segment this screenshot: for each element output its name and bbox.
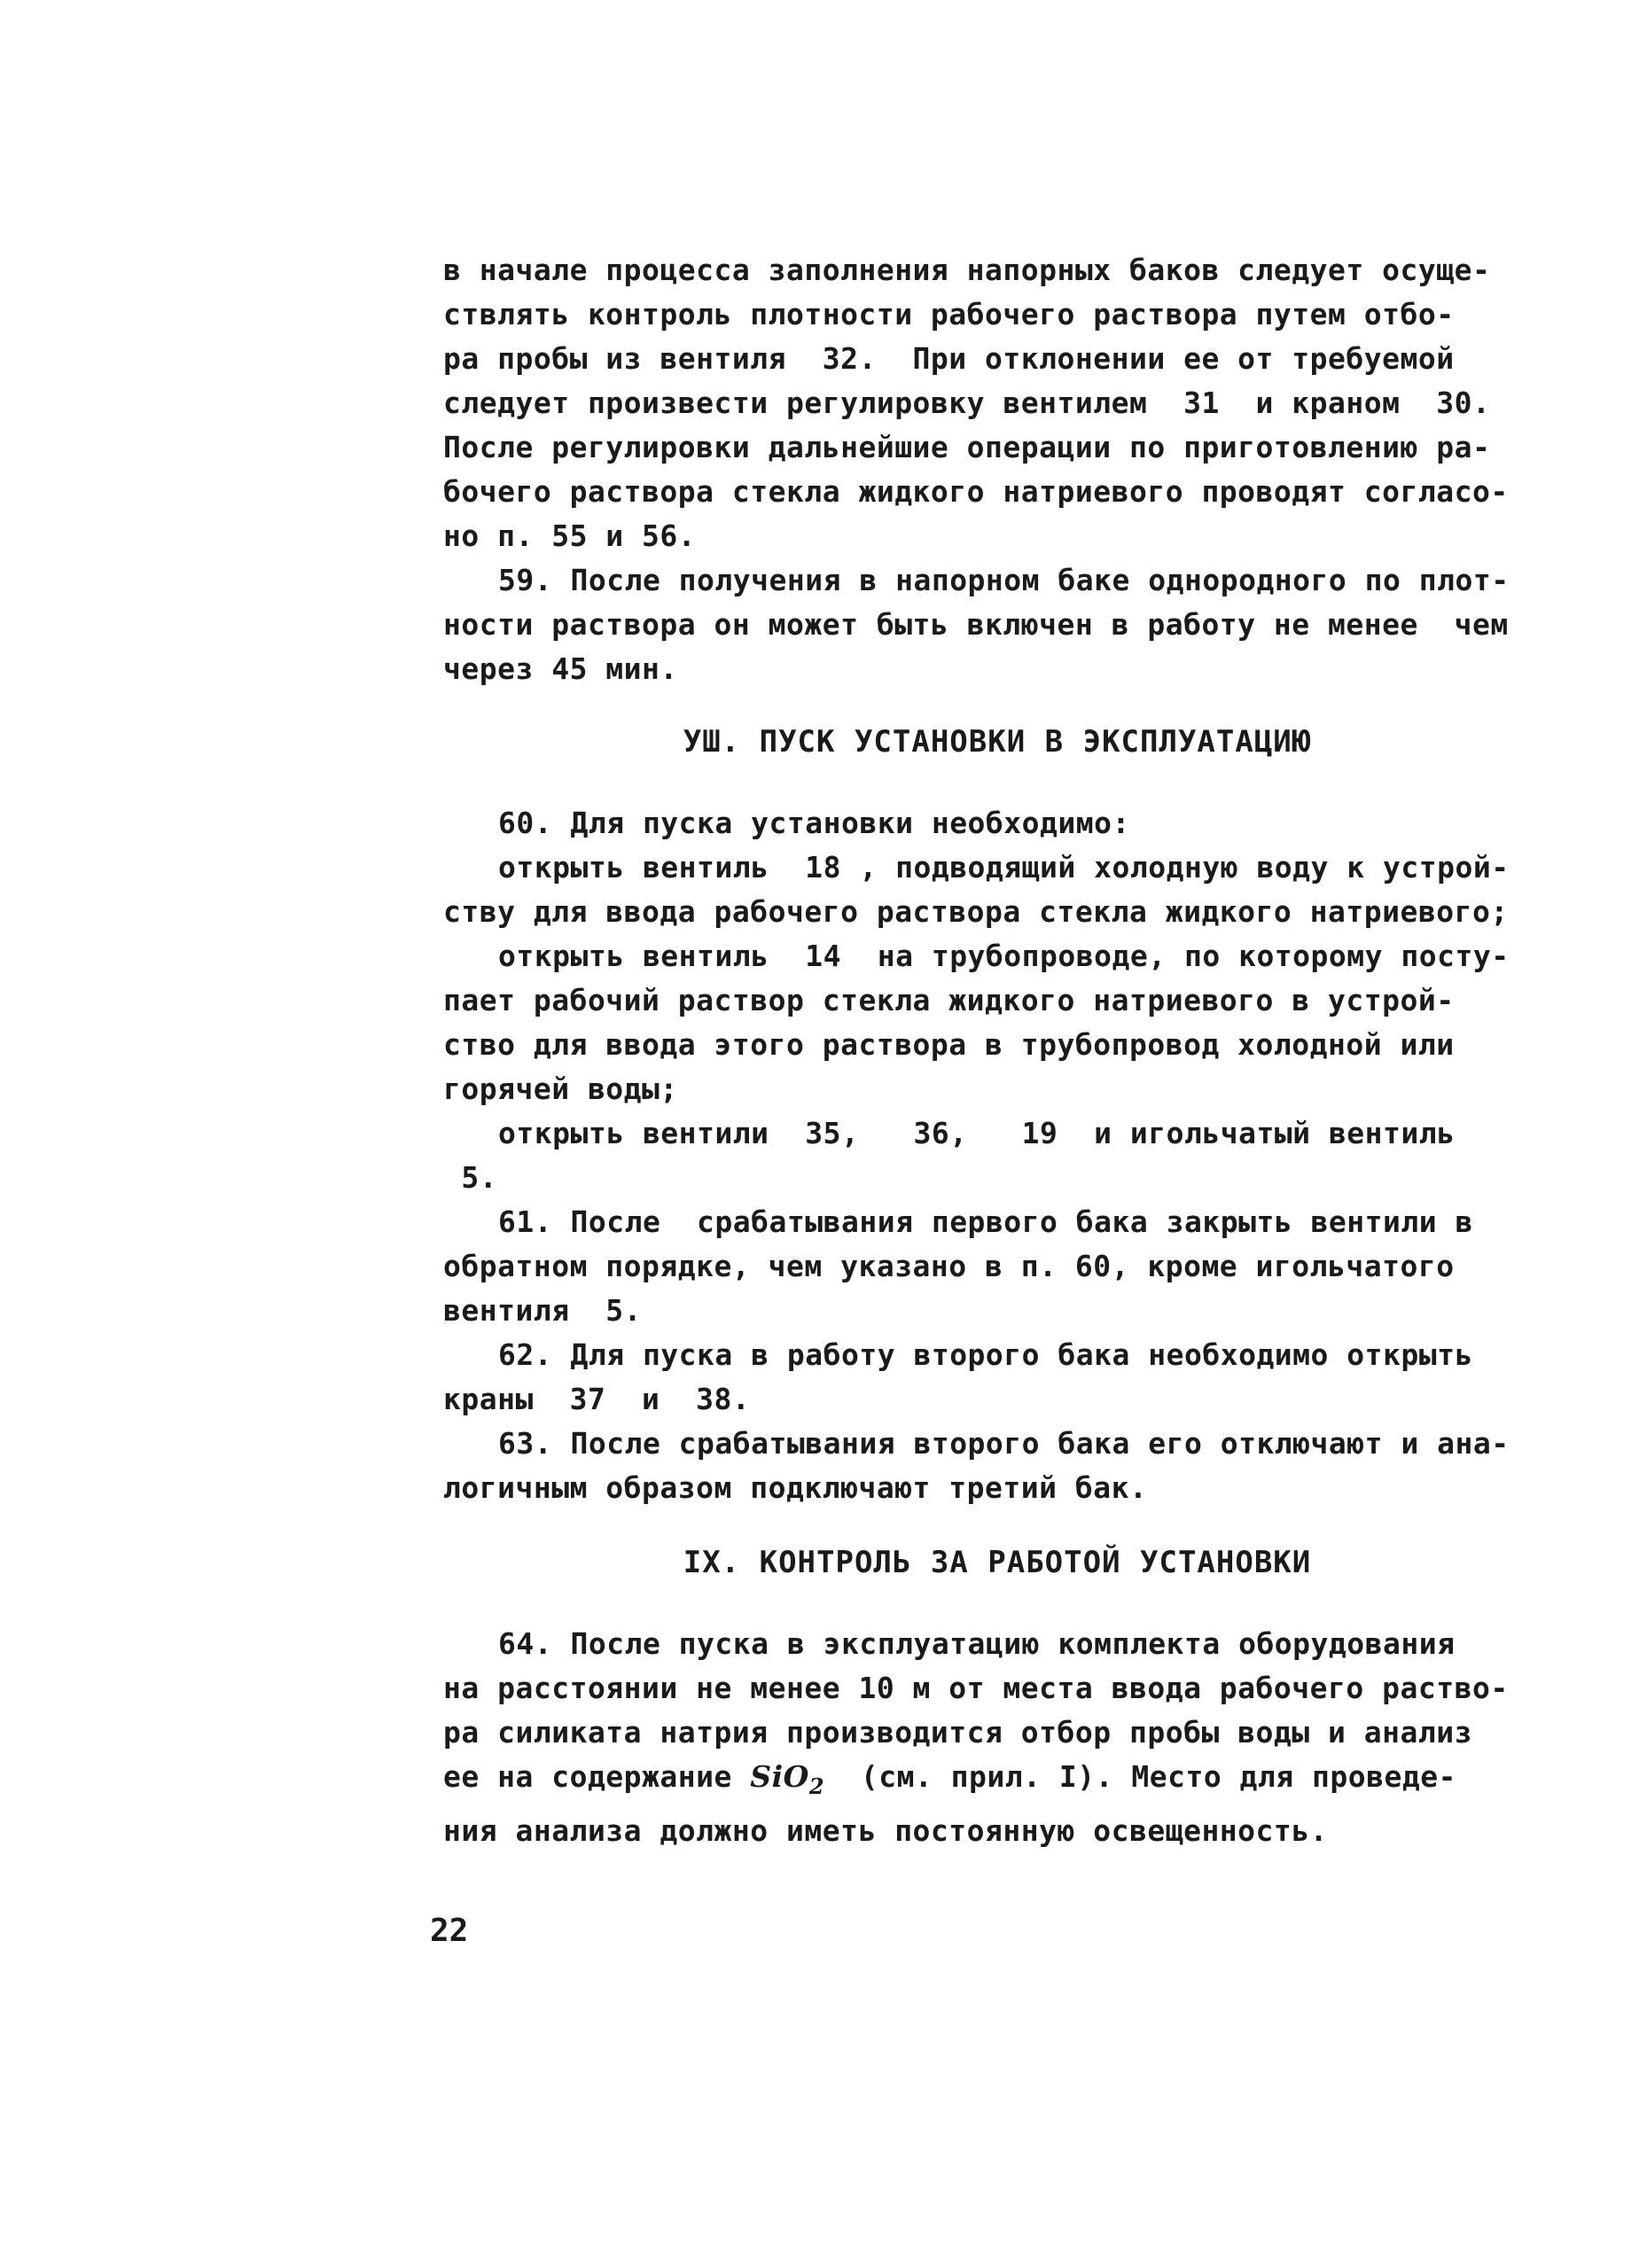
text-line: горячей воды;: [443, 1072, 678, 1106]
text-line: 62. Для пуска в работу второго бака необходимо открыть: [498, 1337, 1473, 1372]
text-line-with-formula: [443, 1755, 1551, 1809]
text-line: открыть вентили 35, 36, 19 и игольчатый вентиль: [498, 1116, 1456, 1150]
text-line: ра пробы из вентиля 32. При отклонении ее от требуемой: [443, 341, 1455, 376]
text-fragment: (см. прил. I). Место для проведе-: [824, 1759, 1456, 1794]
paragraph-continuation: [443, 248, 1551, 558]
text-line: 64. После пуска в эксплуатацию комплекта оборудования: [498, 1626, 1456, 1661]
paragraph-60: [443, 801, 1551, 1200]
text-line: через 45 мин.: [443, 651, 678, 686]
document-page: [443, 248, 1551, 1853]
text-line: ности раствора он может быть включен в работу не менее чем: [443, 607, 1509, 642]
text-line: После регулировки дальнейшие операции по приготовлению ра-: [443, 430, 1491, 464]
text-line: логичным образом подключают третий бак.: [443, 1470, 1148, 1505]
text-line: ствлять контроль плотности рабочего раствора путем отбо-: [443, 297, 1455, 331]
text-line: 60. Для пуска установки необходимо:: [498, 806, 1130, 840]
text-line: ству для ввода рабочего раствора стекла жидкого натриевого;: [443, 894, 1509, 929]
text-line: ство для ввода этого раствора в трубопровод холодной или: [443, 1027, 1455, 1062]
paragraph-64: [443, 1622, 1551, 1853]
paragraph-62: [443, 1333, 1551, 1422]
text-line: в начале процесса заполнения напорных баков следует осуще-: [443, 253, 1491, 287]
formula-main: SiO: [750, 1759, 809, 1794]
text-line: но п. 55 и 56.: [443, 518, 697, 553]
paragraph-63: [443, 1422, 1551, 1510]
text-line: обратном порядке, чем указано в п. 60, кроме игольчатого: [443, 1249, 1455, 1283]
text-line: бочего раствора стекла жидкого натриевого проводят согласо-: [443, 474, 1509, 509]
text-line: ния анализа должно иметь постоянную освещенность.: [443, 1813, 1329, 1848]
text-line: 61. После срабатывания первого бака закрыть вентили в: [498, 1204, 1473, 1239]
paragraph-61: [443, 1200, 1551, 1333]
page-number: 22: [430, 1913, 469, 1949]
chemical-formula: [750, 1759, 825, 1799]
text-line: ра силиката натрия производится отбор пробы воды и анализ: [443, 1715, 1472, 1750]
section-heading-9: IX. КОНТРОЛЬ ЗА РАБОТОЙ УСТАНОВКИ: [683, 1545, 1312, 1580]
text-line: краны 37 и 38.: [443, 1382, 751, 1416]
text-line: следует произвести регулировку вентилем 31 и краном 30.: [443, 386, 1491, 420]
text-line: пает рабочий раствор стекла жидкого натриевого в устрой-: [443, 983, 1455, 1017]
text-line: на расстоянии не менее 10 м от места ввода рабочего раство-: [443, 1671, 1509, 1705]
text-line: вентиля 5.: [443, 1293, 643, 1328]
text-line: открыть вентиль 14 на трубопроводе, по которому посту-: [498, 939, 1510, 973]
formula-subscript: 2: [808, 1773, 825, 1799]
text-line: 59. После получения в напорном баке однородного по плот-: [498, 563, 1510, 597]
text-line: 5.: [443, 1160, 498, 1195]
text-fragment: ее на содержание: [443, 1759, 751, 1794]
text-line: открыть вентиль 18 , подводящий холодную воду к устрой-: [498, 850, 1510, 885]
paragraph-59: [443, 558, 1551, 691]
text-line: 63. После срабатывания второго бака его отключают и ана-: [498, 1426, 1510, 1461]
section-heading-8: УШ. ПУСК УСТАНОВКИ В ЭКСПЛУАТАЦИЮ: [683, 724, 1312, 760]
